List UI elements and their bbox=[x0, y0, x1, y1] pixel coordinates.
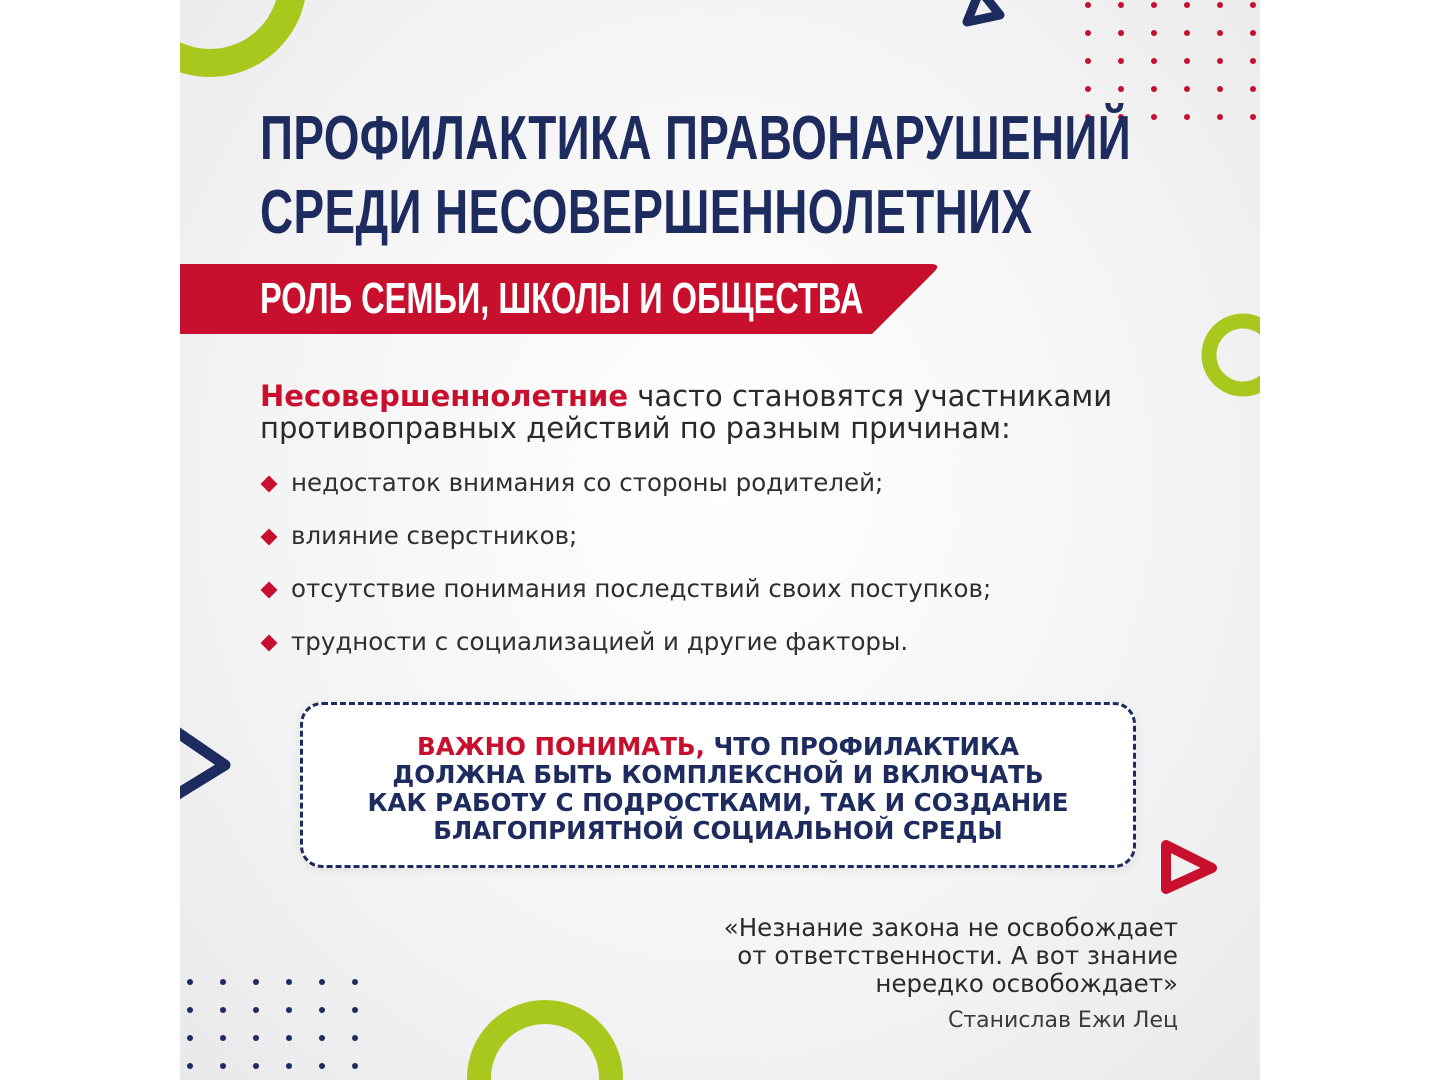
intro-paragraph bbox=[260, 380, 1220, 444]
list-item-text: влияние сверстников; bbox=[291, 521, 578, 550]
quote-line-2: от ответственности. А вот знание bbox=[737, 941, 1178, 970]
subtitle: РОЛЬ СЕМЬИ, ШКОЛЫ И ОБЩЕСТВА bbox=[260, 274, 864, 323]
red-triangle-icon bbox=[1166, 845, 1212, 889]
callout-line-3: КАК РАБОТУ С ПОДРОСТКАМИ, ТАК И СОЗДАНИЕ bbox=[367, 788, 1069, 817]
quote-line-1: «Незнание закона не освобождает bbox=[723, 913, 1178, 942]
intro-highlight: Несовершеннолетние bbox=[260, 379, 629, 413]
quote-line-3: нередко освобождает» bbox=[875, 969, 1178, 998]
diamond-bullet-icon bbox=[261, 582, 278, 599]
callout-highlight: ВАЖНО ПОНИМАТЬ, bbox=[417, 732, 705, 761]
callout-line-1: ЧТО ПРОФИЛАКТИКА bbox=[704, 732, 1019, 761]
list-item-text: недостаток внимания со стороны родителей; bbox=[291, 468, 884, 497]
navy-triangle-icon bbox=[180, 726, 225, 800]
green-ring-icon bbox=[180, 0, 293, 63]
green-ring-icon bbox=[1209, 321, 1260, 389]
list-item-text: отсутствие понимания последствий своих поступков; bbox=[291, 574, 992, 603]
green-ring-icon bbox=[479, 1012, 611, 1080]
navy-dot-grid-icon bbox=[187, 979, 358, 1069]
title-line-2: СРЕДИ НЕСОВЕРШЕННОЛЕТНИХ bbox=[260, 178, 1033, 247]
callout-line-2: ДОЛЖНА БЫТЬ КОМПЛЕКСНОЙ И ВКЛЮЧАТЬ bbox=[392, 760, 1044, 789]
title-line-1: ПРОФИЛАКТИКА ПРАВОНАРУШЕНИЙ bbox=[260, 104, 1132, 173]
callout-text bbox=[303, 733, 1133, 845]
navy-triangle-icon bbox=[967, 0, 1000, 22]
callout-line-4: БЛАГОПРИЯТНОЙ СОЦИАЛЬНОЙ СРЕДЫ bbox=[433, 816, 1003, 845]
list-item bbox=[260, 521, 991, 574]
poster-card bbox=[180, 0, 1260, 1080]
list-item bbox=[260, 574, 991, 627]
list-item-text: трудности с социализацией и другие факторы. bbox=[291, 627, 909, 656]
page-title bbox=[260, 102, 1131, 250]
list-item bbox=[260, 468, 991, 521]
callout-box bbox=[300, 702, 1136, 868]
list-item bbox=[260, 627, 991, 680]
quote bbox=[724, 914, 1178, 998]
diamond-bullet-icon bbox=[261, 529, 278, 546]
intro-text: часто становятся участниками противоправных действий по разным причинам: bbox=[260, 379, 1113, 445]
diamond-bullet-icon bbox=[261, 635, 278, 652]
quote-author: Станислав Ежи Лец bbox=[947, 1008, 1178, 1033]
reasons-list bbox=[260, 468, 991, 680]
diamond-bullet-icon bbox=[261, 476, 278, 493]
